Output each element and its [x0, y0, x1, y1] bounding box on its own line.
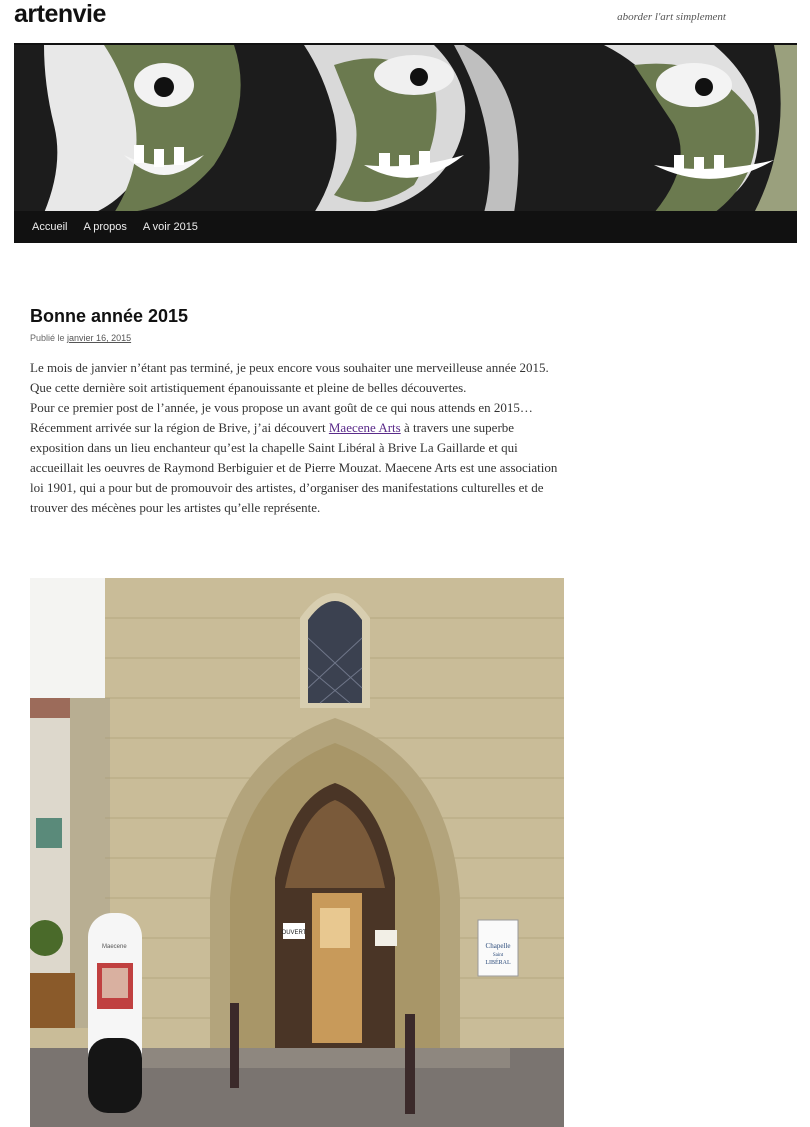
wall-sign-line3: LIBÉRAL	[485, 960, 511, 966]
nav-item-a-voir-2015[interactable]: A voir 2015	[142, 221, 198, 233]
main-nav	[14, 211, 797, 243]
wall-sign-line2: Saint	[492, 953, 504, 958]
post-paragraph-1: Le mois de janvier n’étant pas terminé, je peux encore vous souhaiter une merveilleuse année 2015. Que cette dernière soit artistiquement épanouissante et pleine de belles découvertes.	[30, 360, 549, 395]
totem-text: Maecene	[102, 944, 127, 950]
chapel-photo	[30, 578, 564, 1127]
site-title[interactable]: artenvie	[14, 0, 106, 28]
post-paragraph-3	[30, 418, 570, 518]
post-date-link[interactable]: janvier 16, 2015	[67, 333, 132, 343]
post-paragraph-3-end: à travers une superbe exposition dans un lieu enchanteur qu’est la chapelle Saint Libéral à Brive La Gaillarde et qui accueillait les oeuvres de Raymond Berbiguier et de Pierre Mouzat. Maecene Arts est une association loi 1901, qui a pour but de promouvoir des artistes, d’organiser des manifestations culturelles et de trouver des mécènes pour les artistes qu’elle représente.	[30, 420, 558, 515]
post-content	[30, 358, 570, 518]
maecene-arts-link[interactable]: Maecene Arts	[328, 420, 401, 435]
banner-artwork	[14, 45, 797, 213]
post-paragraph-3-start: Récemment arrivée sur la région de Brive, j’ai découvert	[30, 420, 329, 435]
nav-item-accueil[interactable]: Accueil	[32, 221, 68, 233]
site-tagline: aborder l'art simplement	[617, 11, 726, 23]
post-paragraph-2: Pour ce premier post de l’année, je vous propose un avant goût de ce qui nous attends en 2015…	[30, 400, 533, 415]
chapel-illustration	[30, 578, 564, 1127]
header-banner-image	[14, 43, 797, 213]
door-sign-text: OUVERT	[281, 930, 307, 936]
wall-sign-line1: Chapelle	[485, 942, 511, 950]
nav-item-a-propos[interactable]: A propos	[83, 221, 127, 233]
post-meta	[30, 333, 131, 343]
post-meta-prefix: Publié le	[30, 333, 65, 343]
post-title[interactable]: Bonne année 2015	[30, 306, 189, 326]
